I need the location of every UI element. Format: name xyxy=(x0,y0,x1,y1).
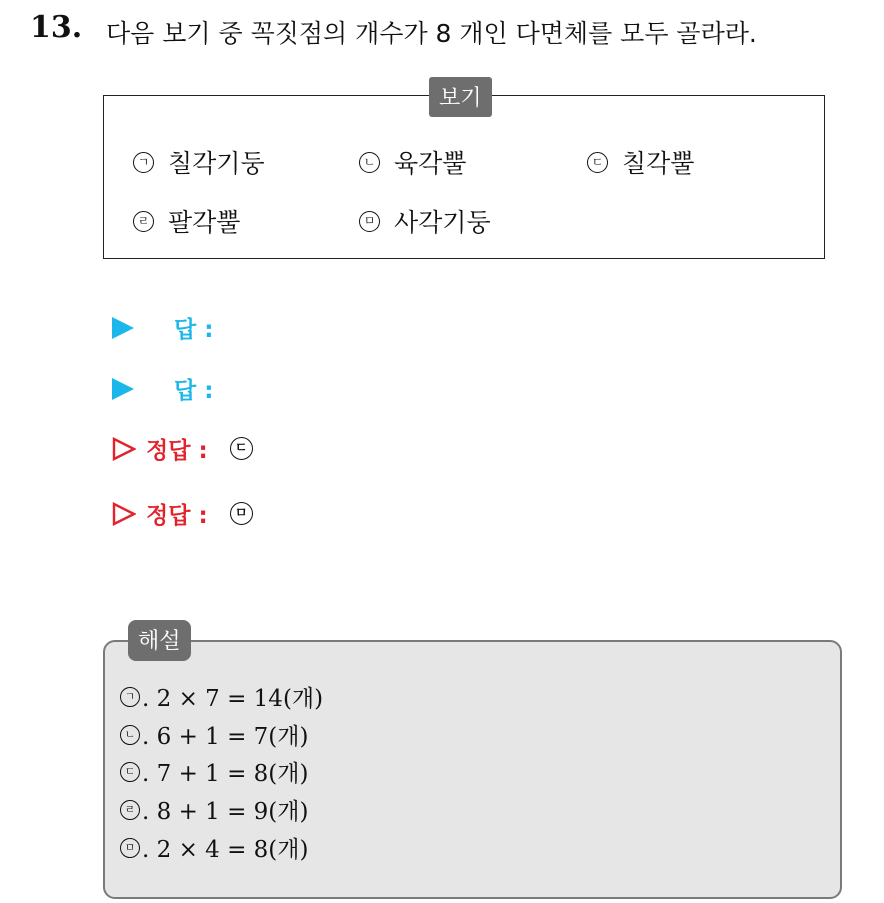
bogi-option-3 xyxy=(587,144,694,180)
answer-row-1 xyxy=(112,311,213,344)
option-text: 칠각뿔 xyxy=(622,149,695,178)
correct-answer-label: 정답 : xyxy=(146,438,208,464)
circled-mark: ㅁ xyxy=(120,838,140,858)
circled-mark: ㄴ xyxy=(120,725,140,745)
answer-label: 답 : xyxy=(174,378,214,404)
circled-mark: ㅁ xyxy=(359,211,380,232)
circled-mark: ㅁ xyxy=(230,502,253,525)
solution-expr: . 7 + 1 = 8(개) xyxy=(142,761,309,787)
circled-mark: ㄹ xyxy=(133,211,154,232)
solution-expr: . 2 × 7 = 14(개) xyxy=(142,686,324,712)
question-number: 13. xyxy=(30,10,83,45)
answer-label: 답 : xyxy=(174,317,214,343)
triangle-outline-icon xyxy=(112,437,136,461)
circled-mark: ㄱ xyxy=(133,152,154,173)
correct-answer-row-1 xyxy=(112,432,253,465)
circled-mark: ㄷ xyxy=(587,152,608,173)
circled-mark: ㄴ xyxy=(359,152,380,173)
bogi-option-1 xyxy=(133,144,265,180)
option-text: 육각뿔 xyxy=(394,149,467,178)
solution-line-5 xyxy=(120,831,308,864)
correct-answer-row-2 xyxy=(112,497,253,530)
circled-mark: ㄷ xyxy=(230,437,253,460)
question-text: 다음 보기 중 꼭짓점의 개수가 8 개인 다면체를 모두 골라라. xyxy=(106,19,757,48)
option-text: 칠각기둥 xyxy=(168,149,265,178)
circled-mark: ㄷ xyxy=(120,762,140,782)
solution-label: 해설 xyxy=(128,620,191,661)
option-text: 사각기둥 xyxy=(394,208,491,237)
triangle-outline-icon xyxy=(112,502,136,526)
bogi-option-2 xyxy=(359,144,466,180)
solution-line-3 xyxy=(120,755,308,788)
option-text: 팔각뿔 xyxy=(168,208,241,237)
answer-row-2 xyxy=(112,372,213,405)
bogi-option-5 xyxy=(359,203,491,239)
solution-expr: . 2 × 4 = 8(개) xyxy=(142,837,309,863)
play-icon xyxy=(112,378,134,400)
solution-line-4 xyxy=(120,793,308,826)
bogi-label: 보기 xyxy=(429,77,492,117)
solution-line-1 xyxy=(120,680,323,713)
solution-line-2 xyxy=(120,718,308,751)
play-icon xyxy=(112,317,134,339)
solution-expr: . 8 + 1 = 9(개) xyxy=(142,799,309,825)
circled-mark: ㄱ xyxy=(120,687,140,707)
correct-answer-value xyxy=(230,437,253,460)
bogi-option-4 xyxy=(133,203,240,239)
solution-expr: . 6 + 1 = 7(개) xyxy=(142,724,309,750)
correct-answer-label: 정답 : xyxy=(146,503,208,529)
circled-mark: ㄹ xyxy=(120,800,140,820)
correct-answer-value xyxy=(230,502,253,525)
